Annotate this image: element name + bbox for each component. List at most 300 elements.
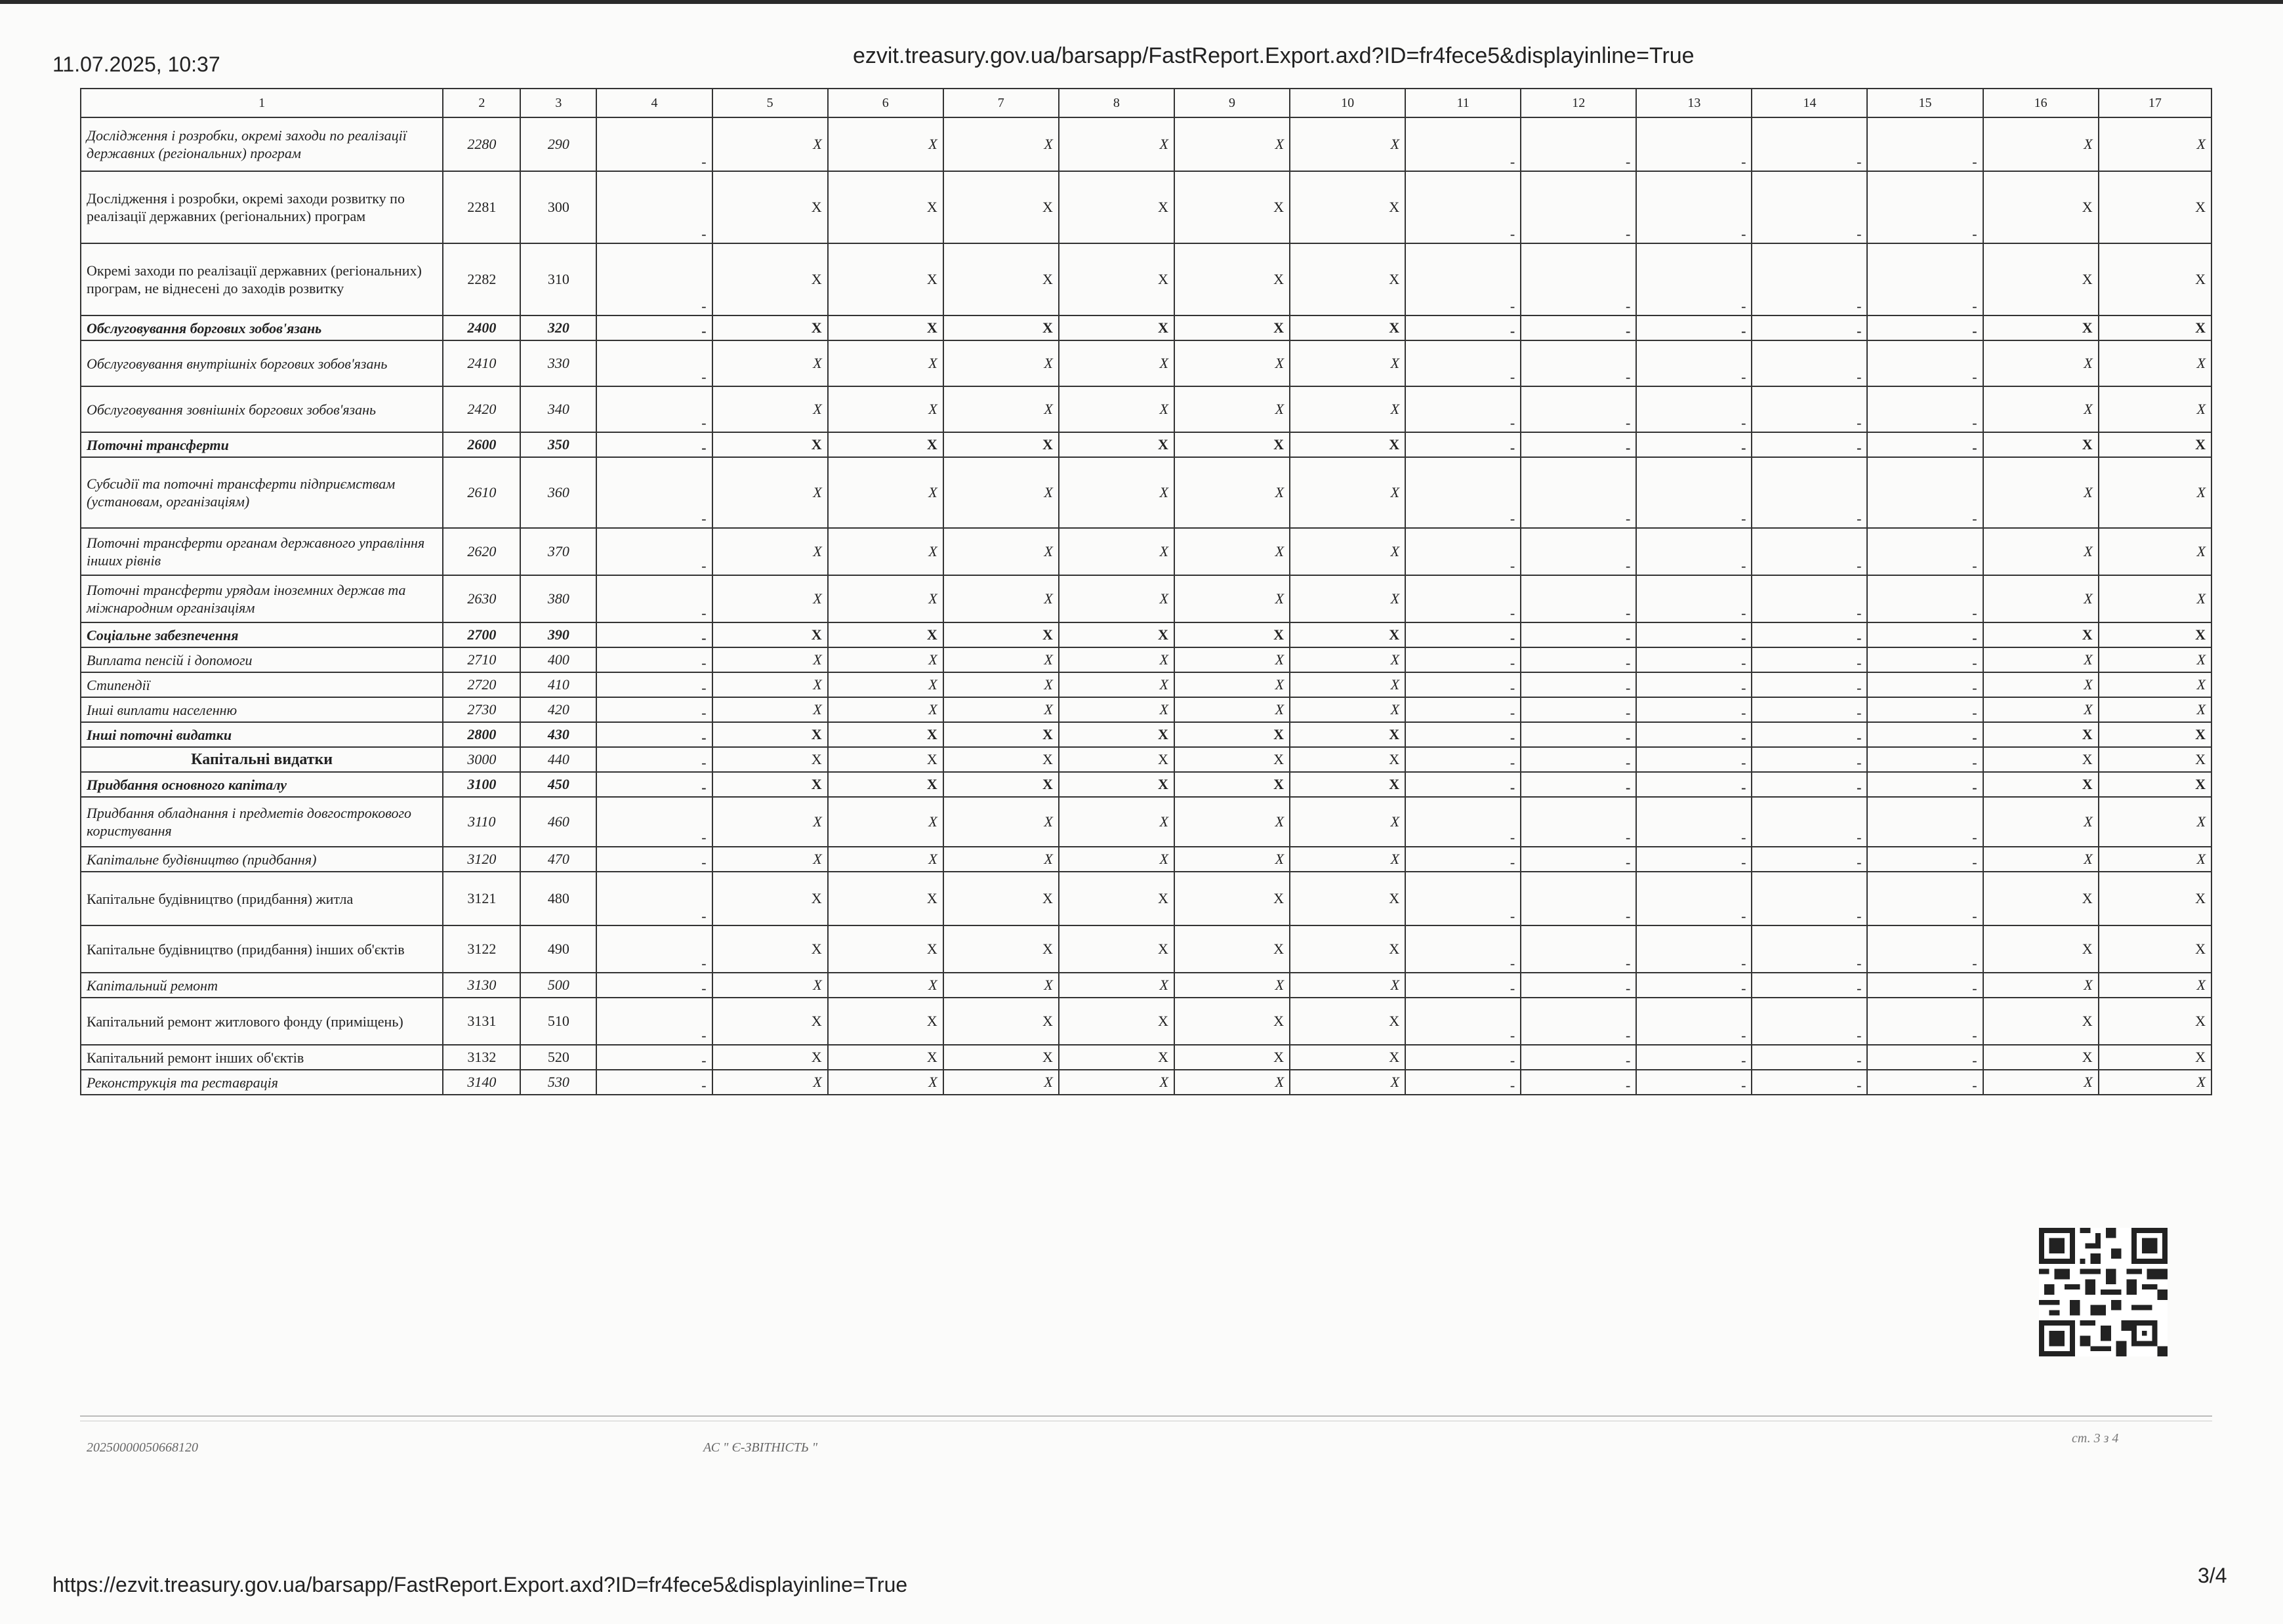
row-code: 3132 (443, 1045, 520, 1070)
row-line-code: 520 (520, 1045, 596, 1070)
cell-col-5: X (712, 243, 828, 315)
cell-col-13: - (1636, 973, 1752, 998)
row-line-code: 440 (520, 747, 596, 772)
cell-col-16: X (1983, 925, 2099, 973)
cell-col-15: - (1867, 457, 1983, 528)
cell-col-7: X (943, 973, 1059, 998)
row-code: 2800 (443, 722, 520, 747)
cell-col-17: X (2099, 747, 2211, 772)
row-name: Соціальне забезпечення (81, 622, 443, 647)
cell-col-4: - (596, 973, 712, 998)
table-row (81, 575, 2211, 622)
cell-col-10: X (1290, 647, 1405, 672)
cell-col-15: - (1867, 672, 1983, 697)
cell-col-13: - (1636, 847, 1752, 872)
cell-col-12: - (1521, 925, 1636, 973)
cell-col-9: X (1174, 243, 1290, 315)
row-code: 2620 (443, 528, 520, 575)
cell-col-13: - (1636, 1070, 1752, 1095)
cell-col-9: X (1174, 340, 1290, 386)
cell-col-12: - (1521, 672, 1636, 697)
cell-col-16: X (1983, 647, 2099, 672)
cell-col-14: - (1752, 697, 1867, 722)
table-row (81, 772, 2211, 797)
cell-col-17: X (2099, 722, 2211, 747)
cell-col-9: X (1174, 1045, 1290, 1070)
cell-col-11: - (1405, 528, 1521, 575)
cell-col-16: X (1983, 1045, 2099, 1070)
cell-col-12: - (1521, 117, 1636, 171)
cell-col-16: X (1983, 432, 2099, 457)
cell-col-9: X (1174, 622, 1290, 647)
cell-col-4: - (596, 672, 712, 697)
row-line-code: 470 (520, 847, 596, 872)
cell-col-8: X (1059, 243, 1174, 315)
cell-col-5: X (712, 528, 828, 575)
cell-col-6: X (828, 457, 943, 528)
cell-col-4: - (596, 872, 712, 925)
row-code: 2610 (443, 457, 520, 528)
cell-col-12: - (1521, 797, 1636, 847)
cell-col-8: X (1059, 340, 1174, 386)
cell-col-13: - (1636, 722, 1752, 747)
row-line-code: 430 (520, 722, 596, 747)
column-header-13: 13 (1636, 89, 1752, 117)
cell-col-6: X (828, 1045, 943, 1070)
cell-col-4: - (596, 340, 712, 386)
cell-col-16: X (1983, 1070, 2099, 1095)
table-row (81, 722, 2211, 747)
cell-col-15: - (1867, 973, 1983, 998)
cell-col-14: - (1752, 925, 1867, 973)
cell-col-7: X (943, 1070, 1059, 1095)
cell-col-11: - (1405, 622, 1521, 647)
cell-col-10: X (1290, 872, 1405, 925)
cell-col-5: X (712, 171, 828, 243)
cell-col-12: - (1521, 973, 1636, 998)
row-name: Поточні трансферти органам державного управління інших рівнів (81, 528, 443, 575)
cell-col-12: - (1521, 1070, 1636, 1095)
cell-col-15: - (1867, 528, 1983, 575)
system-label: АС " Є-ЗВІТНІСТЬ " (703, 1440, 818, 1455)
cell-col-4: - (596, 432, 712, 457)
cell-col-13: - (1636, 998, 1752, 1045)
row-name: Обслуговування внутрішніх боргових зобов'язань (81, 340, 443, 386)
cell-col-10: X (1290, 432, 1405, 457)
cell-col-8: X (1059, 575, 1174, 622)
cell-col-16: X (1983, 622, 2099, 647)
cell-col-10: X (1290, 1070, 1405, 1095)
header-row (81, 89, 2211, 117)
cell-col-16: X (1983, 697, 2099, 722)
cell-col-11: - (1405, 697, 1521, 722)
cell-col-4: - (596, 722, 712, 747)
cell-col-7: X (943, 315, 1059, 340)
cell-col-10: X (1290, 622, 1405, 647)
cell-col-15: - (1867, 243, 1983, 315)
cell-col-14: - (1752, 1070, 1867, 1095)
cell-col-16: X (1983, 772, 2099, 797)
row-line-code: 420 (520, 697, 596, 722)
row-line-code: 460 (520, 797, 596, 847)
row-line-code: 490 (520, 925, 596, 973)
table-row (81, 998, 2211, 1045)
cell-col-8: X (1059, 315, 1174, 340)
footer-divider (80, 1415, 2212, 1417)
qr-code (2039, 1228, 2168, 1356)
cell-col-17: X (2099, 171, 2211, 243)
cell-col-11: - (1405, 315, 1521, 340)
cell-col-14: - (1752, 243, 1867, 315)
cell-col-13: - (1636, 622, 1752, 647)
row-code: 3140 (443, 1070, 520, 1095)
cell-col-5: X (712, 722, 828, 747)
cell-col-11: - (1405, 847, 1521, 872)
cell-col-12: - (1521, 772, 1636, 797)
column-header-14: 14 (1752, 89, 1867, 117)
cell-col-4: - (596, 575, 712, 622)
row-code: 3121 (443, 872, 520, 925)
column-header-17: 17 (2099, 89, 2211, 117)
cell-col-6: X (828, 171, 943, 243)
cell-col-6: X (828, 672, 943, 697)
cell-col-11: - (1405, 1045, 1521, 1070)
cell-col-14: - (1752, 647, 1867, 672)
cell-col-9: X (1174, 575, 1290, 622)
cell-col-16: X (1983, 171, 2099, 243)
cell-col-9: X (1174, 386, 1290, 432)
row-name: Виплата пенсій і допомоги (81, 647, 443, 672)
cell-col-8: X (1059, 973, 1174, 998)
row-code: 2280 (443, 117, 520, 171)
cell-col-7: X (943, 647, 1059, 672)
cell-col-9: X (1174, 797, 1290, 847)
row-code: 3110 (443, 797, 520, 847)
row-code: 3120 (443, 847, 520, 872)
table-row (81, 1070, 2211, 1095)
cell-col-4: - (596, 747, 712, 772)
cell-col-7: X (943, 528, 1059, 575)
cell-col-17: X (2099, 847, 2211, 872)
cell-col-13: - (1636, 432, 1752, 457)
document-id: 20250000050668120 (87, 1440, 198, 1455)
cell-col-9: X (1174, 973, 1290, 998)
cell-col-4: - (596, 925, 712, 973)
cell-col-13: - (1636, 171, 1752, 243)
row-line-code: 350 (520, 432, 596, 457)
cell-col-10: X (1290, 925, 1405, 973)
row-line-code: 320 (520, 315, 596, 340)
cell-col-12: - (1521, 315, 1636, 340)
cell-col-14: - (1752, 528, 1867, 575)
cell-col-4: - (596, 528, 712, 575)
cell-col-14: - (1752, 171, 1867, 243)
cell-col-16: X (1983, 797, 2099, 847)
cell-col-4: - (596, 1045, 712, 1070)
cell-col-14: - (1752, 340, 1867, 386)
row-name: Інші виплати населенню (81, 697, 443, 722)
cell-col-9: X (1174, 925, 1290, 973)
cell-col-6: X (828, 797, 943, 847)
cell-col-16: X (1983, 722, 2099, 747)
cell-col-5: X (712, 340, 828, 386)
row-name: Капітальне будівництво (придбання) житла (81, 872, 443, 925)
cell-col-7: X (943, 1045, 1059, 1070)
cell-col-17: X (2099, 697, 2211, 722)
cell-col-14: - (1752, 672, 1867, 697)
row-name: Капітальний ремонт (81, 973, 443, 998)
column-header-4: 4 (596, 89, 712, 117)
cell-col-8: X (1059, 998, 1174, 1045)
cell-col-14: - (1752, 622, 1867, 647)
table-row (81, 528, 2211, 575)
row-code: 3000 (443, 747, 520, 772)
cell-col-15: - (1867, 722, 1983, 747)
cell-col-5: X (712, 847, 828, 872)
column-header-7: 7 (943, 89, 1059, 117)
table-row (81, 117, 2211, 171)
row-code: 2730 (443, 697, 520, 722)
cell-col-6: X (828, 432, 943, 457)
cell-col-17: X (2099, 872, 2211, 925)
cell-col-5: X (712, 117, 828, 171)
cell-col-4: - (596, 647, 712, 672)
cell-col-12: - (1521, 340, 1636, 386)
cell-col-15: - (1867, 1070, 1983, 1095)
cell-col-5: X (712, 872, 828, 925)
cell-col-11: - (1405, 672, 1521, 697)
cell-col-7: X (943, 772, 1059, 797)
cell-col-9: X (1174, 672, 1290, 697)
cell-col-9: X (1174, 117, 1290, 171)
cell-col-17: X (2099, 457, 2211, 528)
cell-col-4: - (596, 697, 712, 722)
cell-col-8: X (1059, 872, 1174, 925)
cell-col-6: X (828, 575, 943, 622)
cell-col-9: X (1174, 457, 1290, 528)
cell-col-13: - (1636, 925, 1752, 973)
cell-col-4: - (596, 117, 712, 171)
cell-col-7: X (943, 117, 1059, 171)
cell-col-7: X (943, 722, 1059, 747)
cell-col-5: X (712, 672, 828, 697)
row-code: 2282 (443, 243, 520, 315)
cell-col-6: X (828, 622, 943, 647)
cell-col-12: - (1521, 457, 1636, 528)
cell-col-13: - (1636, 340, 1752, 386)
cell-col-6: X (828, 925, 943, 973)
table-row (81, 973, 2211, 998)
cell-col-15: - (1867, 117, 1983, 171)
report-table (80, 88, 2212, 1095)
cell-col-6: X (828, 1070, 943, 1095)
row-code: 2410 (443, 340, 520, 386)
cell-col-12: - (1521, 171, 1636, 243)
cell-col-6: X (828, 340, 943, 386)
cell-col-11: - (1405, 340, 1521, 386)
cell-col-11: - (1405, 386, 1521, 432)
table-row (81, 622, 2211, 647)
cell-col-5: X (712, 797, 828, 847)
cell-col-11: - (1405, 457, 1521, 528)
cell-col-14: - (1752, 998, 1867, 1045)
cell-col-5: X (712, 925, 828, 973)
cell-col-7: X (943, 747, 1059, 772)
cell-col-8: X (1059, 797, 1174, 847)
cell-col-15: - (1867, 386, 1983, 432)
cell-col-14: - (1752, 973, 1867, 998)
table-row (81, 340, 2211, 386)
cell-col-11: - (1405, 973, 1521, 998)
cell-col-5: X (712, 772, 828, 797)
cell-col-14: - (1752, 722, 1867, 747)
cell-col-17: X (2099, 772, 2211, 797)
cell-col-11: - (1405, 722, 1521, 747)
column-header-11: 11 (1405, 89, 1521, 117)
column-header-15: 15 (1867, 89, 1983, 117)
cell-col-4: - (596, 797, 712, 847)
cell-col-5: X (712, 315, 828, 340)
cell-col-11: - (1405, 647, 1521, 672)
cell-col-17: X (2099, 432, 2211, 457)
cell-col-10: X (1290, 457, 1405, 528)
cell-col-6: X (828, 772, 943, 797)
cell-col-8: X (1059, 622, 1174, 647)
cell-col-8: X (1059, 772, 1174, 797)
row-line-code: 370 (520, 528, 596, 575)
cell-col-8: X (1059, 117, 1174, 171)
row-line-code: 360 (520, 457, 596, 528)
cell-col-6: X (828, 315, 943, 340)
cell-col-8: X (1059, 925, 1174, 973)
row-name: Поточні трансферти урядам іноземних держав та міжнародним організаціям (81, 575, 443, 622)
cell-col-16: X (1983, 243, 2099, 315)
column-header-12: 12 (1521, 89, 1636, 117)
cell-col-4: - (596, 243, 712, 315)
cell-col-9: X (1174, 315, 1290, 340)
cell-col-12: - (1521, 647, 1636, 672)
cell-col-16: X (1983, 847, 2099, 872)
cell-col-11: - (1405, 117, 1521, 171)
cell-col-7: X (943, 575, 1059, 622)
row-name: Дослідження і розробки, окремі заходи розвитку по реалізації державних (регіональних) програм (81, 171, 443, 243)
row-code: 2600 (443, 432, 520, 457)
cell-col-9: X (1174, 647, 1290, 672)
cell-col-11: - (1405, 872, 1521, 925)
cell-col-10: X (1290, 747, 1405, 772)
cell-col-6: X (828, 386, 943, 432)
print-datetime: 11.07.2025, 10:37 (52, 52, 220, 76)
cell-col-14: - (1752, 872, 1867, 925)
cell-col-12: - (1521, 243, 1636, 315)
cell-col-10: X (1290, 797, 1405, 847)
cell-col-9: X (1174, 697, 1290, 722)
cell-col-10: X (1290, 697, 1405, 722)
row-name: Окремі заходи по реалізації державних (регіональних) програм, не віднесені до заходів розвитку (81, 243, 443, 315)
cell-col-16: X (1983, 872, 2099, 925)
cell-col-5: X (712, 973, 828, 998)
cell-col-12: - (1521, 872, 1636, 925)
cell-col-14: - (1752, 847, 1867, 872)
cell-col-9: X (1174, 998, 1290, 1045)
cell-col-7: X (943, 386, 1059, 432)
cell-col-13: - (1636, 457, 1752, 528)
print-header-url: ezvit.treasury.gov.ua/barsapp/FastReport.Export.axd?ID=fr4fece5&displayinline=True (853, 43, 1695, 68)
cell-col-7: X (943, 432, 1059, 457)
cell-col-4: - (596, 386, 712, 432)
cell-col-15: - (1867, 575, 1983, 622)
row-code: 2630 (443, 575, 520, 622)
cell-col-11: - (1405, 243, 1521, 315)
cell-col-4: - (596, 1070, 712, 1095)
cell-col-13: - (1636, 575, 1752, 622)
row-line-code: 480 (520, 872, 596, 925)
cell-col-10: X (1290, 722, 1405, 747)
row-code: 3131 (443, 998, 520, 1045)
cell-col-16: X (1983, 747, 2099, 772)
row-line-code: 400 (520, 647, 596, 672)
cell-col-13: - (1636, 1045, 1752, 1070)
cell-col-17: X (2099, 797, 2211, 847)
row-name: Капітальне будівництво (придбання) інших об'єктів (81, 925, 443, 973)
cell-col-7: X (943, 171, 1059, 243)
table-row (81, 847, 2211, 872)
cell-col-8: X (1059, 171, 1174, 243)
cell-col-7: X (943, 340, 1059, 386)
column-header-10: 10 (1290, 89, 1405, 117)
row-line-code: 500 (520, 973, 596, 998)
cell-col-9: X (1174, 747, 1290, 772)
cell-col-15: - (1867, 797, 1983, 847)
cell-col-8: X (1059, 528, 1174, 575)
cell-col-17: X (2099, 672, 2211, 697)
row-name: Інші поточні видатки (81, 722, 443, 747)
cell-col-4: - (596, 772, 712, 797)
cell-col-6: X (828, 722, 943, 747)
cell-col-12: - (1521, 432, 1636, 457)
cell-col-9: X (1174, 722, 1290, 747)
cell-col-15: - (1867, 340, 1983, 386)
table-row (81, 171, 2211, 243)
cell-col-15: - (1867, 171, 1983, 243)
row-line-code: 380 (520, 575, 596, 622)
row-line-code: 510 (520, 998, 596, 1045)
row-line-code: 340 (520, 386, 596, 432)
cell-col-13: - (1636, 672, 1752, 697)
cell-col-15: - (1867, 747, 1983, 772)
cell-col-17: X (2099, 243, 2211, 315)
cell-col-7: X (943, 243, 1059, 315)
row-line-code: 410 (520, 672, 596, 697)
cell-col-14: - (1752, 1045, 1867, 1070)
column-header-9: 9 (1174, 89, 1290, 117)
top-edge (0, 0, 2283, 4)
cell-col-11: - (1405, 797, 1521, 847)
cell-col-11: - (1405, 1070, 1521, 1095)
row-name: Капітальні видатки (81, 747, 443, 772)
table-row (81, 925, 2211, 973)
table-row (81, 872, 2211, 925)
cell-col-12: - (1521, 847, 1636, 872)
cell-col-7: X (943, 457, 1059, 528)
cell-col-16: X (1983, 575, 2099, 622)
cell-col-17: X (2099, 575, 2211, 622)
cell-col-11: - (1405, 432, 1521, 457)
cell-col-15: - (1867, 872, 1983, 925)
cell-col-9: X (1174, 772, 1290, 797)
row-line-code: 290 (520, 117, 596, 171)
cell-col-16: X (1983, 457, 2099, 528)
